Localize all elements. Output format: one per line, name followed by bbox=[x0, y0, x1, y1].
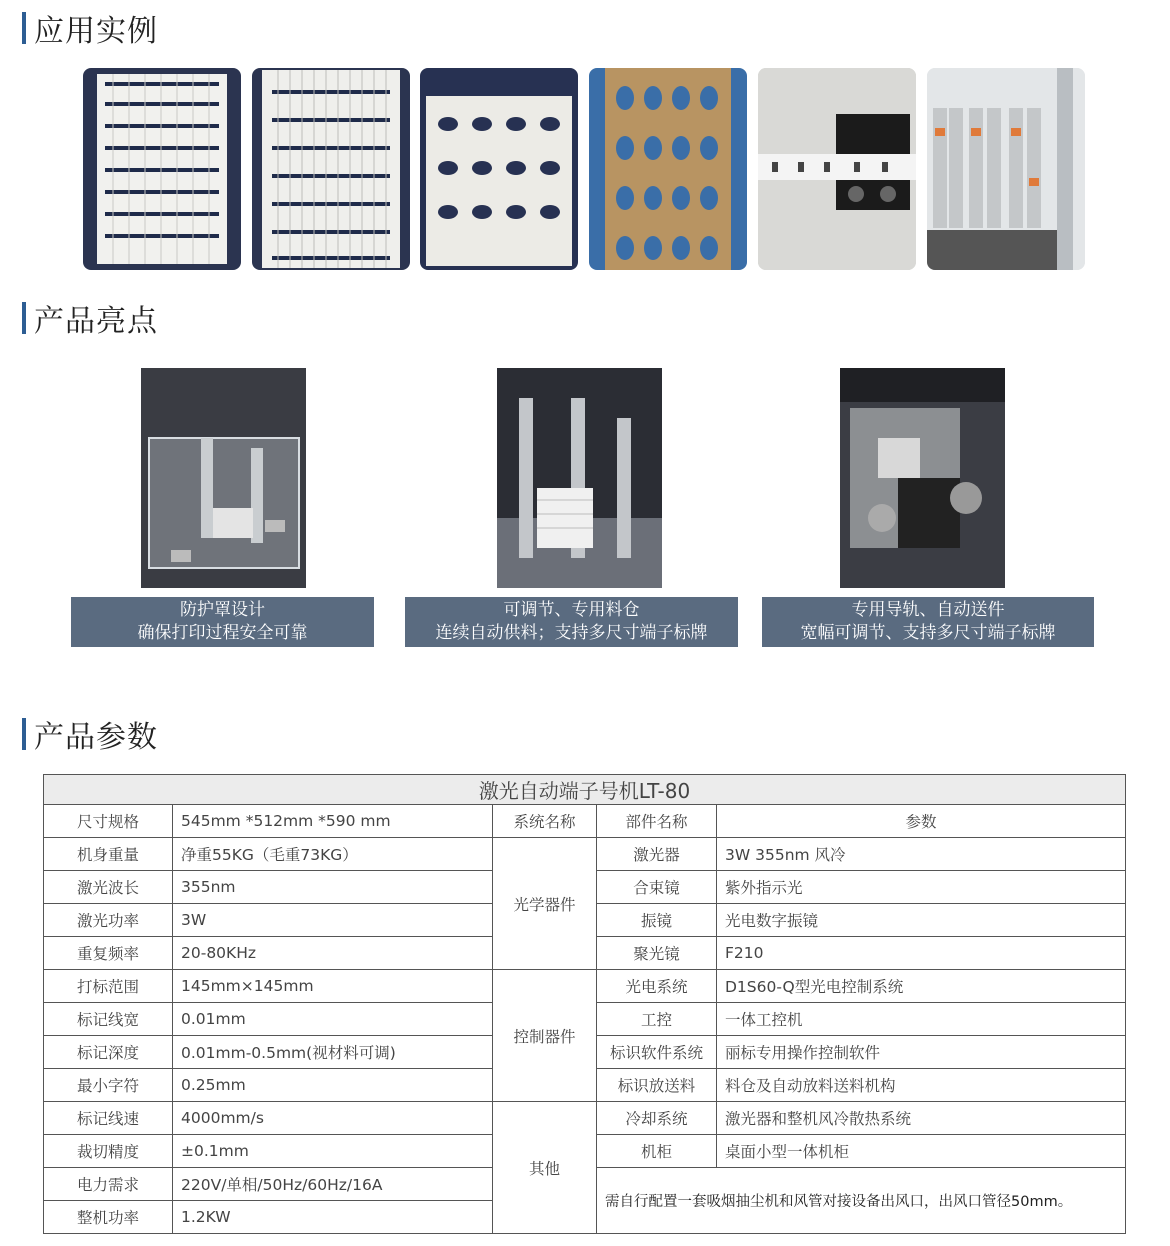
spec-name: 重复频率 bbox=[44, 937, 173, 970]
spec-value: 1.2KW bbox=[173, 1201, 493, 1234]
highlight-photo-guide-rail bbox=[840, 368, 1005, 588]
spec-value: 0.25mm bbox=[173, 1069, 493, 1102]
spec-value: 545mm *512mm *590 mm bbox=[173, 805, 493, 838]
spec-value: 220V/单相/50Hz/60Hz/16A bbox=[173, 1168, 493, 1201]
part-name: 机柜 bbox=[597, 1135, 717, 1168]
part-name: 工控 bbox=[597, 1003, 717, 1036]
spec-name: 最小字符 bbox=[44, 1069, 173, 1102]
spec-name: 激光功率 bbox=[44, 904, 173, 937]
highlight-caption-1 bbox=[71, 597, 374, 647]
header-part-name: 部件名称 bbox=[597, 805, 717, 838]
part-param: D1S60-Q型光电控制系统 bbox=[717, 970, 1126, 1003]
spec-name: 标记深度 bbox=[44, 1036, 173, 1069]
part-param: F210 bbox=[717, 937, 1126, 970]
example-image-terminal-strip-2 bbox=[252, 68, 410, 270]
spec-table-title: 激光自动端子号机LT-80 bbox=[44, 775, 1126, 805]
example-image-cable-tags bbox=[420, 68, 578, 270]
caption-line: 专用导轨、自动送件 bbox=[851, 600, 1005, 620]
spec-name: 电力需求 bbox=[44, 1168, 173, 1201]
part-name: 标识软件系统 bbox=[597, 1036, 717, 1069]
spec-value: 3W bbox=[173, 904, 493, 937]
highlight-photo-magazine bbox=[497, 368, 662, 588]
section-title-highlights bbox=[22, 300, 158, 339]
header-param: 参数 bbox=[717, 805, 1126, 838]
highlight-caption-2 bbox=[405, 597, 738, 647]
spec-value: 20-80KHz bbox=[173, 937, 493, 970]
spec-name: 标记线宽 bbox=[44, 1003, 173, 1036]
section-title-params bbox=[22, 716, 158, 755]
spec-value: 145mm×145mm bbox=[173, 970, 493, 1003]
caption-line: 确保打印过程安全可靠 bbox=[137, 623, 308, 643]
caption-line: 连续自动供料；支持多尺寸端子标牌 bbox=[435, 623, 708, 643]
spec-name: 标记线速 bbox=[44, 1102, 173, 1135]
highlight-caption-3 bbox=[762, 597, 1094, 647]
example-image-terminal-strip-1 bbox=[83, 68, 241, 270]
part-name: 聚光镜 bbox=[597, 937, 717, 970]
spec-table bbox=[43, 774, 1126, 1234]
part-name: 冷却系统 bbox=[597, 1102, 717, 1135]
spec-name: 激光波长 bbox=[44, 871, 173, 904]
section-title-text: 应用实例 bbox=[34, 14, 158, 49]
part-name: 合束镜 bbox=[597, 871, 717, 904]
part-param: 料仓及自动放料送料机构 bbox=[717, 1069, 1126, 1102]
group-other: 其他 bbox=[493, 1102, 597, 1234]
spec-value: 355nm bbox=[173, 871, 493, 904]
title-bar bbox=[22, 302, 26, 334]
spec-value: ±0.1mm bbox=[173, 1135, 493, 1168]
part-name: 振镜 bbox=[597, 904, 717, 937]
section-title-text: 产品参数 bbox=[34, 720, 158, 755]
part-name: 激光器 bbox=[597, 838, 717, 871]
example-image-brown-tags bbox=[589, 68, 747, 270]
group-optical: 光学器件 bbox=[493, 838, 597, 970]
spec-name: 裁切精度 bbox=[44, 1135, 173, 1168]
spec-value: 0.01mm-0.5mm(视材料可调) bbox=[173, 1036, 493, 1069]
part-param: 紫外指示光 bbox=[717, 871, 1126, 904]
header-system-name: 系统名称 bbox=[493, 805, 597, 838]
caption-line: 宽幅可调节、支持多尺寸端子标牌 bbox=[800, 623, 1056, 643]
title-bar bbox=[22, 12, 26, 44]
part-param: 桌面小型一体机柜 bbox=[717, 1135, 1126, 1168]
spec-note: 需自行配置一套吸烟抽尘机和风管对接设备出风口，出风口管径50mm。 bbox=[597, 1168, 1126, 1234]
part-param: 光电数字振镜 bbox=[717, 904, 1126, 937]
part-param: 3W 355nm 风冷 bbox=[717, 838, 1126, 871]
title-bar bbox=[22, 718, 26, 750]
part-name: 标识放送料 bbox=[597, 1069, 717, 1102]
spec-value: 净重55KG（毛重73KG） bbox=[173, 838, 493, 871]
spec-name: 机身重量 bbox=[44, 838, 173, 871]
part-param: 丽标专用操作控制软件 bbox=[717, 1036, 1126, 1069]
part-name: 光电系统 bbox=[597, 970, 717, 1003]
spec-value: 0.01mm bbox=[173, 1003, 493, 1036]
spec-value: 4000mm/s bbox=[173, 1102, 493, 1135]
group-control: 控制器件 bbox=[493, 970, 597, 1102]
spec-name: 打标范围 bbox=[44, 970, 173, 1003]
part-param: 一体工控机 bbox=[717, 1003, 1126, 1036]
highlight-photo-protective-cover bbox=[141, 368, 306, 588]
caption-line: 可调节、专用料仓 bbox=[503, 600, 640, 620]
caption-line: 防护罩设计 bbox=[180, 600, 265, 620]
spec-name: 尺寸规格 bbox=[44, 805, 173, 838]
example-image-din-rail bbox=[927, 68, 1085, 270]
part-param: 激光器和整机风冷散热系统 bbox=[717, 1102, 1126, 1135]
spec-name: 整机功率 bbox=[44, 1201, 173, 1234]
example-image-terminal-block bbox=[758, 68, 916, 270]
section-title-examples bbox=[22, 10, 158, 49]
section-title-text: 产品亮点 bbox=[34, 304, 158, 339]
